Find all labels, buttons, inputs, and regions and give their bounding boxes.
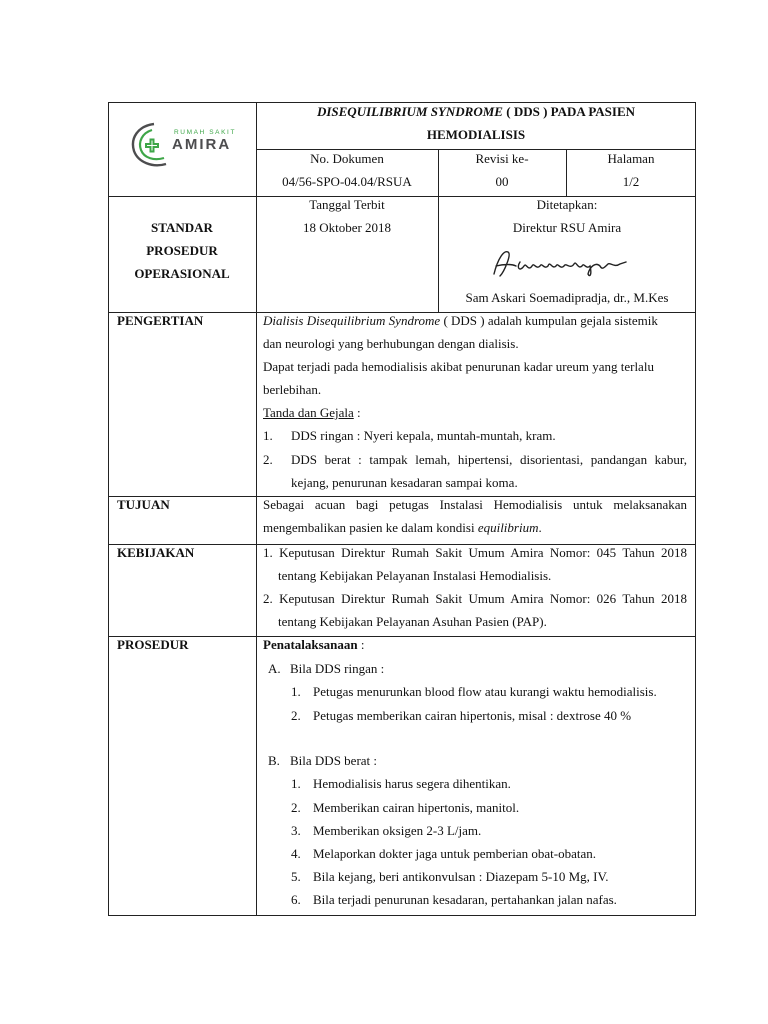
pengertian-line-1 xyxy=(263,309,658,332)
pengertian-line-3: Dapat terjadi pada hemodialisis akibat penurunan kadar ureum yang terlalu xyxy=(263,359,654,374)
hospital-logo xyxy=(128,118,240,170)
spo-label-1: STANDAR xyxy=(151,220,213,235)
doc-number-value: 04/56-SPO-04.04/RSUA xyxy=(282,174,412,189)
list-item-number: 1. xyxy=(263,428,273,443)
tanda-gejala-colon: : xyxy=(353,405,361,420)
pengertian-term: Dialisis Disequilibrium Syndrome xyxy=(263,313,441,328)
issued-date-value: 18 Oktober 2018 xyxy=(302,220,392,235)
doc-number-label: No. Dokumen xyxy=(310,151,384,166)
list-item-number: 2. xyxy=(263,452,273,467)
signer-name: Sam Askari Soemadipradja, dr., M.Kes xyxy=(465,290,669,305)
tanda-gejala-label: Tanda dan Gejala xyxy=(263,405,354,420)
list-item: Memberikan oksigen 2-3 L/jam. xyxy=(313,823,482,838)
list-item-continuation: kejang, penurunan kesadaran sampai koma. xyxy=(291,475,518,490)
list-item: Bila terjadi penurunan kesadaran, pertahankan jalan nafas. xyxy=(313,892,617,907)
sub-list-heading: Bila DDS ringan : xyxy=(290,661,385,676)
set-by-title: Direktur RSU Amira xyxy=(512,220,622,235)
list-item-number: 2. xyxy=(291,708,301,723)
section-label-pengertian: PENGERTIAN xyxy=(117,313,204,328)
kebijakan-item-2: 2. Keputusan Direktur Rumah Sakit Umum Amira Nomor: 026 Tahun 2018 xyxy=(263,591,687,606)
section-label-tujuan: TUJUAN xyxy=(117,497,170,512)
list-item: Memberikan cairan hipertonis, manitol. xyxy=(313,800,520,815)
kebijakan-item-2-cont: tentang Kebijakan Pelayanan Asuhan Pasien (PAP). xyxy=(278,614,547,629)
list-item-number: 1. xyxy=(291,776,301,791)
pengertian-line-1-rest: ( DDS ) adalah kumpulan gejala sistemik xyxy=(440,313,658,328)
list-item: Bila kejang, beri antikonvulsan : Diazepam 5-10 Mg, IV. xyxy=(313,869,609,884)
list-item-number: 4. xyxy=(291,846,301,861)
tujuan-line-2 xyxy=(263,516,542,539)
spo-label-3: OPERASIONAL xyxy=(134,266,230,281)
list-item: Melaporkan dokter jaga untuk pemberian obat-obatan. xyxy=(313,846,597,861)
tanda-gejala-heading xyxy=(263,401,361,424)
spo-label-2: PROSEDUR xyxy=(146,243,218,258)
tujuan-period: . xyxy=(538,520,542,535)
pengertian-line-4: berlebihan. xyxy=(263,382,322,397)
revision-label: Revisi ke- xyxy=(475,151,529,166)
page-label: Halaman xyxy=(607,151,655,166)
tujuan-line-1: Sebagai acuan bagi petugas Instalasi Hemodialisis untuk melaksanakan xyxy=(263,497,687,512)
list-item-number: 6. xyxy=(291,892,301,907)
tujuan-line-2-text: mengembalikan pasien ke dalam kondisi xyxy=(263,520,478,535)
logo-small-text: RUMAH SAKIT xyxy=(174,129,237,136)
list-item: Hemodialisis harus segera dihentikan. xyxy=(313,776,511,791)
sub-list-letter: B. xyxy=(268,753,280,768)
issued-date-label: Tanggal Terbit xyxy=(309,197,385,212)
kebijakan-item-1-cont: tentang Kebijakan Pelayanan Instalasi Hemodialisis. xyxy=(278,568,552,583)
section-label-prosedur: PROSEDUR xyxy=(117,637,189,652)
page-value: 1/2 xyxy=(622,174,640,189)
tujuan-italic-term: equilibrium xyxy=(477,520,539,535)
title-italic: DISEQUILIBRIUM SYNDROME xyxy=(316,104,503,119)
kebijakan-item-1: 1. Keputusan Direktur Rumah Sakit Umum Amira Nomor: 045 Tahun 2018 xyxy=(263,545,687,560)
list-item-number: 2. xyxy=(291,800,301,815)
doc-title-line2: HEMODIALISIS xyxy=(426,127,526,142)
list-item-number: 5. xyxy=(291,869,301,884)
prosedur-heading-bold: Penatalaksanaan xyxy=(263,637,358,652)
rule-prosedur xyxy=(108,636,696,637)
set-by-label: Ditetapkan: xyxy=(536,197,598,212)
logo-name: AMIRA xyxy=(172,136,232,153)
signature-icon xyxy=(486,244,636,282)
prosedur-heading xyxy=(263,633,365,656)
list-item-number: 3. xyxy=(291,823,301,838)
title-rest: ( DDS ) PADA PASIEN xyxy=(502,104,636,119)
section-label-kebijakan: KEBIJAKAN xyxy=(117,545,195,560)
list-item: Petugas memberikan cairan hipertonis, misal : dextrose 40 % xyxy=(313,708,632,723)
doc-title-line1 xyxy=(256,100,696,123)
list-item: DDS berat : tampak lemah, hipertensi, disorientasi, pandangan kabur, xyxy=(291,452,687,467)
list-item: Petugas menurunkan blood flow atau kurangi waktu hemodialisis. xyxy=(313,684,657,699)
pengertian-line-2: dan neurologi yang berhubungan dengan dialisis. xyxy=(263,336,519,351)
list-item-number: 1. xyxy=(291,684,301,699)
list-item: DDS ringan : Nyeri kepala, muntah-muntah, kram. xyxy=(291,428,556,443)
sub-list-letter: A. xyxy=(268,661,281,676)
sub-list-heading: Bila DDS berat : xyxy=(290,753,378,768)
revision-value: 00 xyxy=(495,174,509,189)
prosedur-heading-colon: : xyxy=(357,637,365,652)
